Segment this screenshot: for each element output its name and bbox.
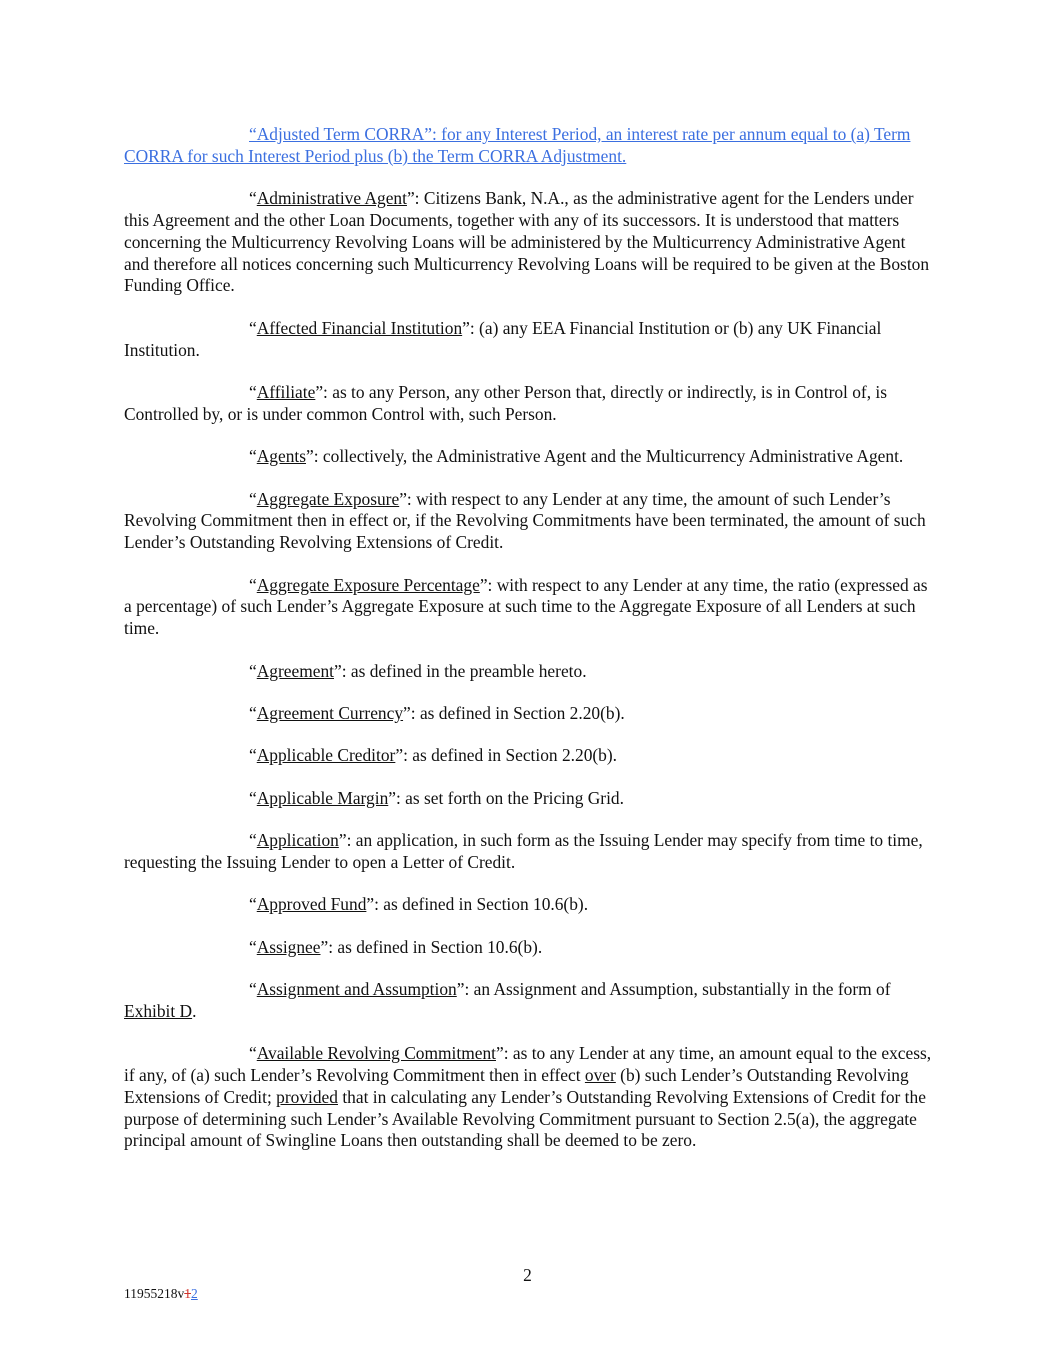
open-quote: “	[249, 188, 257, 209]
defined-term: Assignment and Assumption	[256, 979, 457, 1000]
definition-body: ”: as set forth on the Pricing Grid.	[388, 787, 624, 808]
definition-assignee	[124, 937, 932, 959]
defined-term: Assignee	[256, 936, 321, 957]
open-quote: “	[249, 830, 257, 851]
definition-available-revolving-commitment	[124, 1043, 932, 1152]
definition-administrative-agent	[124, 188, 932, 297]
defined-term: Application	[256, 830, 339, 851]
doc-id-deleted-version: 1	[184, 1286, 191, 1301]
defined-term: Agreement	[256, 660, 334, 681]
definition-affiliate	[124, 382, 932, 426]
defined-term: Aggregate Exposure Percentage	[256, 574, 480, 595]
definition-body: ”: as to any Person, any other Person that, directly or indirectly, is in Control of, is Controlled by, or is under common Control with, such Person.	[124, 381, 888, 424]
document-id	[124, 1286, 198, 1302]
open-quote: “	[249, 660, 257, 681]
definition-body: ”: with respect to any Lender at any time, the ratio (expressed as a percentage) of such Lender’s Aggregate Exposure at such time to the Aggregate Exposure of all Lenders at such time.	[124, 574, 928, 639]
doc-id-prefix: 11955218v	[124, 1286, 185, 1301]
definition-adjusted-term-corra	[124, 124, 932, 168]
definition-body: ”: an Assignment and Assumption, substantially in the form of	[456, 979, 891, 1000]
definition-agents	[124, 446, 932, 468]
defined-term: Affected Financial Institution	[256, 317, 463, 338]
open-quote: “	[249, 894, 257, 915]
definition-body: ”: collectively, the Administrative Agent and the Multicurrency Administrative Agent.	[306, 446, 904, 467]
defined-term: Affiliate	[256, 381, 316, 402]
emphasis-provided: provided	[276, 1086, 338, 1107]
definition-assignment-and-assumption	[124, 979, 932, 1023]
definition-body: ”: as defined in the preamble hereto.	[334, 660, 587, 681]
definition-body: ”: as defined in Section 10.6(b).	[366, 894, 589, 915]
defined-term: Aggregate Exposure	[256, 488, 400, 509]
defined-term: Applicable Creditor	[256, 745, 396, 766]
definition-tail: .	[192, 1000, 197, 1021]
definition-agreement	[124, 661, 932, 683]
definition-body: ”: as defined in Section 2.20(b).	[395, 745, 618, 766]
definition-agreement-currency	[124, 703, 932, 725]
definition-aggregate-exposure	[124, 489, 932, 554]
open-quote: “	[249, 381, 257, 402]
definition-applicable-margin	[124, 788, 932, 810]
page-number: 2	[523, 1265, 532, 1285]
definition-body: ”: with respect to any Lender at any time, the amount of such Lender’s Revolving Commitment then in effect or, if the Revolving Commitments have been terminated, the amount of such Lender’s Outstanding Revolving Extensions of Credit.	[124, 488, 926, 553]
open-quote: “	[249, 745, 257, 766]
definition-middle: (b) such Lender’s Outstanding Revolving Extensions of Credit;	[124, 1065, 909, 1107]
definition-application	[124, 830, 932, 874]
open-quote: “	[249, 446, 257, 467]
inserted-text: “Adjusted Term CORRA”: for any Interest Period, an interest rate per annum equal to (a) Term CORRA for such Interest Period plus (b) the Term CORRA Adjustment.	[124, 124, 911, 166]
open-quote: “	[249, 787, 257, 808]
definition-body: ”: (a) any EEA Financial Institution or (b) any UK Financial Institution.	[124, 317, 882, 360]
open-quote: “	[249, 574, 257, 595]
defined-term: Approved Fund	[256, 894, 367, 915]
defined-term: Agreement Currency	[256, 702, 404, 723]
exhibit-reference: Exhibit D	[124, 1000, 193, 1021]
definition-body: ”: an application, in such form as the Issuing Lender may specify from time to time, requesting the Issuing Lender to open a Letter of Credit.	[124, 830, 923, 872]
definition-approved-fund	[124, 894, 932, 916]
defined-term: Agents	[256, 446, 307, 467]
definition-affected-financial-institution	[124, 318, 932, 362]
definition-applicable-creditor	[124, 745, 932, 767]
open-quote: “	[249, 317, 257, 338]
open-quote: “	[249, 702, 257, 723]
definition-body: ”: as defined in Section 2.20(b).	[403, 702, 625, 723]
defined-term: Available Revolving Commitment	[256, 1043, 496, 1064]
doc-id-added-version: 2	[191, 1286, 198, 1301]
definition-body: ”: Citizens Bank, N.A., as the administrative agent for the Lenders under this Agreement and the other Loan Documents, together with any of its successors. It is understood that matters concerning the Multicurrency Revolving Loans will be administered by the Multicurrency Administrative Agent and therefore all notices concerning such Multicurrency Revolving Loans will be required to be given at the Boston Funding Office.	[124, 188, 930, 296]
defined-term: Administrative Agent	[256, 188, 407, 209]
definition-body: ”: as defined in Section 10.6(b).	[320, 936, 543, 957]
document-page	[124, 124, 932, 1173]
open-quote: “	[249, 1043, 257, 1064]
open-quote: “	[249, 936, 257, 957]
open-quote: “	[249, 979, 257, 1000]
defined-term: Applicable Margin	[256, 787, 389, 808]
definition-body: ”: as to any Lender at any time, an amount equal to the excess, if any, of (a) such Lender’s Revolving Commitment then in effect	[124, 1043, 932, 1086]
definition-aggregate-exposure-percentage	[124, 575, 932, 640]
definition-tail: that in calculating any Lender’s Outstanding Revolving Extensions of Credit for the purpose of determining such Lender’s Available Revolving Commitment pursuant to Section 2.5(a), the aggregate principal amount of Swingline Loans then outstanding shall be deemed to be zero.	[124, 1086, 926, 1151]
open-quote: “	[249, 488, 257, 509]
emphasis-over: over	[584, 1065, 616, 1086]
